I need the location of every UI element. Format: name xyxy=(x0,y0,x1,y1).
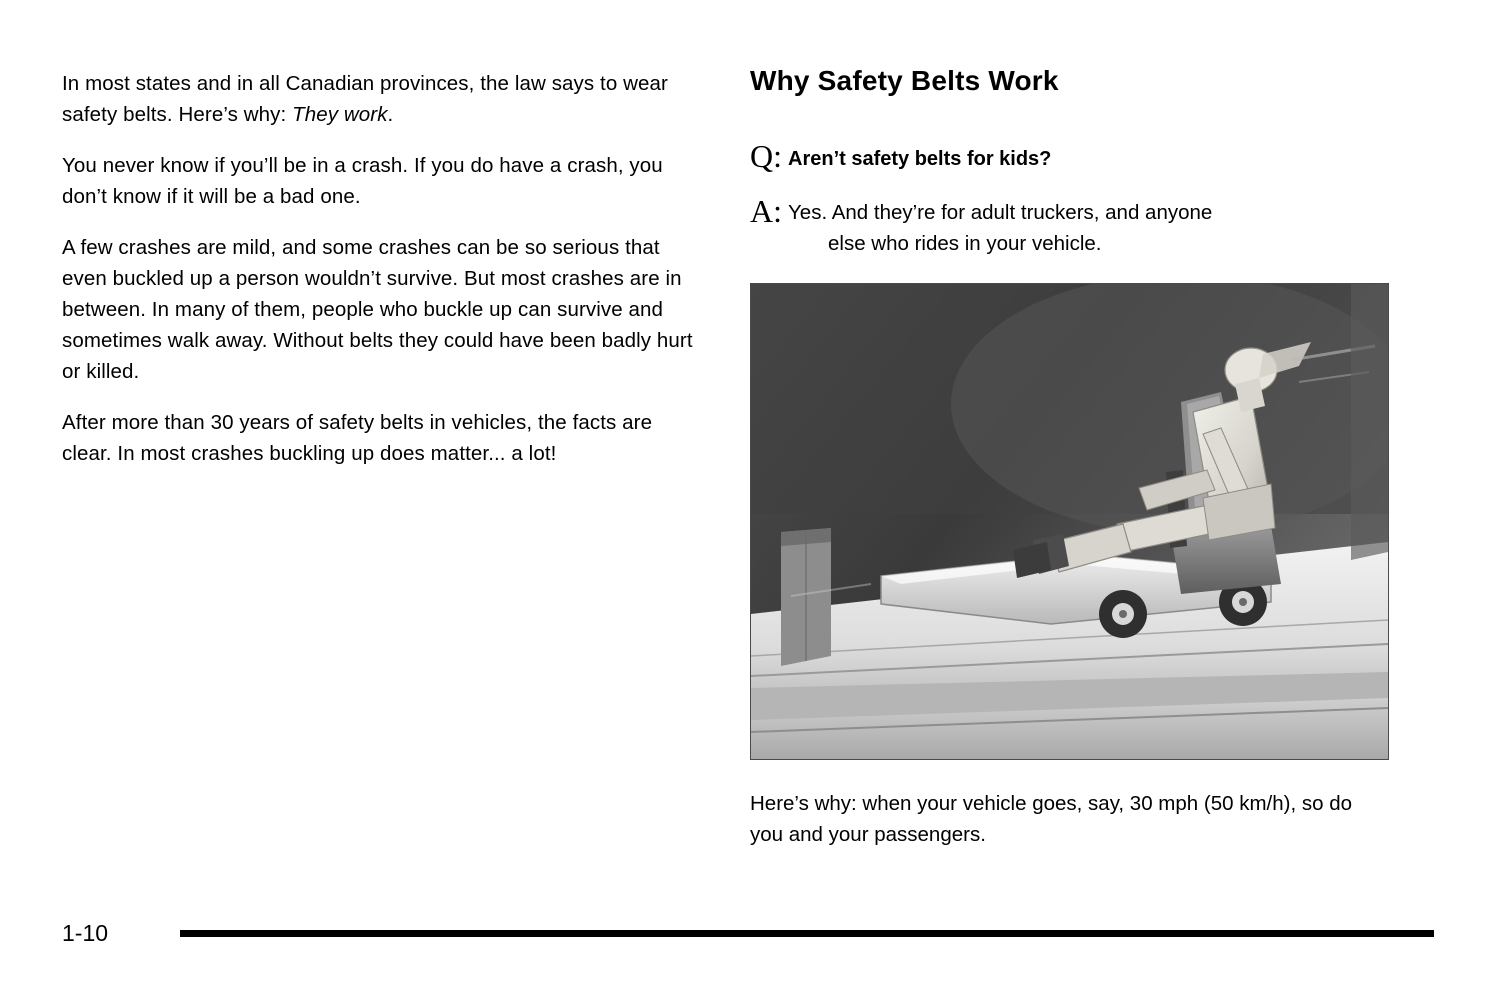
page-number: 1-10 xyxy=(62,920,109,946)
paragraph-1-text: In most states and in all Canadian provinces, the law says to wear safety belts. Here’s why: xyxy=(62,72,668,126)
question-block xyxy=(750,140,1390,173)
paragraph-4: After more than 30 years of safety belts in vehicles, the facts are clear. In most crashes buckling up does matter... a lot! xyxy=(62,411,653,465)
right-column xyxy=(750,64,1390,871)
answer-line-2: else who rides in your vehicle. xyxy=(828,232,1102,255)
answer-marker: A: xyxy=(750,193,782,229)
illustration-graphic xyxy=(751,284,1388,759)
footer-rule xyxy=(180,930,1434,937)
paragraph-1 xyxy=(62,68,702,130)
question-text: Aren’t safety belts for kids? xyxy=(788,148,1052,170)
paragraph-1-italic: They work xyxy=(292,103,388,126)
section-title: Why Safety Belts Work xyxy=(750,65,1059,96)
page-footer xyxy=(62,918,1434,952)
sled-test-illustration xyxy=(750,283,1389,760)
paragraph-2: You never know if you’ll be in a crash. If you do have a crash, you don’t know if it will be a bad one. xyxy=(62,154,663,208)
answer-text xyxy=(788,195,1212,259)
question-marker: Q: xyxy=(750,138,782,174)
paragraph-3: A few crashes are mild, and some crashes can be so serious that even buckled up a person wouldn’t survive. But most crashes are in between. In many of them, people who buckle up can survive and sometimes walk away. Without belts they could have been badly hurt or killed. xyxy=(62,236,693,383)
answer-block xyxy=(750,195,1390,259)
left-column xyxy=(62,68,702,469)
paragraph-1-tail: . xyxy=(387,103,394,126)
figure-caption: Here’s why: when your vehicle goes, say, 30 mph (50 km/h), so do you and your passengers. xyxy=(750,792,1352,846)
answer-line-1: Yes. And they’re for adult truckers, and anyone xyxy=(788,201,1213,224)
